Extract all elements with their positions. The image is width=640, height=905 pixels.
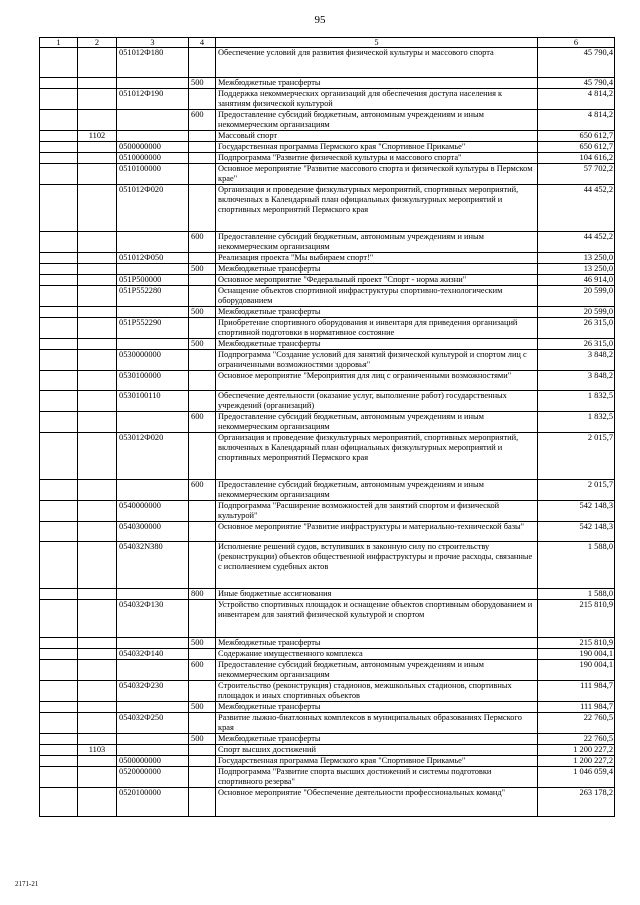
table-row [40, 649, 615, 660]
table-row [40, 275, 615, 286]
target-article-cell: 054032Ф140 [117, 649, 189, 660]
subsection-code-cell [78, 433, 117, 480]
section-code-cell [40, 600, 78, 638]
expense-type-cell [189, 185, 216, 232]
target-article-cell: 054032N380 [117, 542, 189, 589]
column-header: 5 [216, 38, 538, 48]
column-header-row [40, 38, 615, 48]
section-code-cell [40, 501, 78, 522]
subsection-code-cell [78, 89, 117, 110]
expense-type-cell: 500 [189, 702, 216, 713]
subsection-code-cell: 1102 [78, 131, 117, 142]
description-cell: Организация и проведение физкультурных мероприятий, спортивных мероприятий, включенных в Календарный план официальных физкультурных мероприятий и спортивных мероприятий Пермского края [216, 433, 538, 480]
description-cell: Организация и проведение физкультурных мероприятий, спортивных мероприятий, включенных в Календарный план официальных физкультурных мероприятий и спортивных мероприятий Пермского края [216, 185, 538, 232]
subsection-code-cell [78, 391, 117, 412]
subsection-code-cell [78, 649, 117, 660]
amount-cell: 1 588,0 [538, 542, 615, 589]
table-row [40, 756, 615, 767]
target-article-cell [117, 110, 189, 131]
target-article-cell [117, 131, 189, 142]
expense-type-cell [189, 371, 216, 391]
target-article-cell [117, 480, 189, 501]
section-code-cell [40, 371, 78, 391]
target-article-cell [117, 734, 189, 745]
amount-cell: 45 790,4 [538, 78, 615, 89]
description-cell: Устройство спортивных площадок и оснащение объектов спортивным оборудованием и инвентарем для занятий физической культурой и спортом [216, 600, 538, 638]
subsection-code-cell [78, 78, 117, 89]
amount-cell: 104 616,2 [538, 153, 615, 164]
subsection-code-cell [78, 681, 117, 702]
amount-cell: 20 599,0 [538, 307, 615, 318]
amount-cell: 45 790,4 [538, 48, 615, 78]
expense-type-cell: 600 [189, 110, 216, 131]
target-article-cell: 0510100000 [117, 164, 189, 185]
expense-type-cell: 500 [189, 339, 216, 350]
target-article-cell: 0520100000 [117, 788, 189, 817]
subsection-code-cell [78, 788, 117, 817]
amount-cell: 650 612,7 [538, 131, 615, 142]
section-code-cell [40, 350, 78, 371]
amount-cell: 2 015,7 [538, 480, 615, 501]
amount-cell: 46 914,0 [538, 275, 615, 286]
expense-type-cell: 600 [189, 660, 216, 681]
amount-cell: 44 452,2 [538, 232, 615, 253]
expense-type-cell [189, 142, 216, 153]
amount-cell: 4 814,2 [538, 110, 615, 131]
section-code-cell [40, 339, 78, 350]
section-code-cell [40, 745, 78, 756]
table-row [40, 371, 615, 391]
subsection-code-cell [78, 275, 117, 286]
table-row [40, 307, 615, 318]
description-cell: Обеспечение условий для развития физической культуры и массового спорта [216, 48, 538, 78]
table-row [40, 433, 615, 480]
expense-type-cell [189, 522, 216, 542]
subsection-code-cell [78, 164, 117, 185]
table-row [40, 501, 615, 522]
amount-cell: 650 612,7 [538, 142, 615, 153]
target-article-cell: 051P500000 [117, 275, 189, 286]
subsection-code-cell [78, 286, 117, 307]
table-row [40, 264, 615, 275]
table-row [40, 522, 615, 542]
amount-cell: 13 250,0 [538, 264, 615, 275]
subsection-code-cell: 1103 [78, 745, 117, 756]
description-cell: Государственная программа Пермского края "Спортивное Прикамье" [216, 756, 538, 767]
expense-type-cell [189, 153, 216, 164]
table-row [40, 600, 615, 638]
section-code-cell [40, 589, 78, 600]
description-cell: Государственная программа Пермского края "Спортивное Прикамье" [216, 142, 538, 153]
section-code-cell [40, 412, 78, 433]
expense-type-cell: 800 [189, 589, 216, 600]
expense-type-cell: 600 [189, 412, 216, 433]
section-code-cell [40, 433, 78, 480]
amount-cell: 190 004,1 [538, 660, 615, 681]
table-row [40, 89, 615, 110]
target-article-cell [117, 412, 189, 433]
description-cell: Предоставление субсидий бюджетным, автономным учреждениям и иным некоммерческим организациям [216, 232, 538, 253]
section-code-cell [40, 89, 78, 110]
expense-type-cell [189, 350, 216, 371]
section-code-cell [40, 681, 78, 702]
expense-type-cell: 500 [189, 264, 216, 275]
section-code-cell [40, 153, 78, 164]
amount-cell: 1 200 227,2 [538, 745, 615, 756]
target-article-cell: 051P552290 [117, 318, 189, 339]
table-row [40, 391, 615, 412]
table-row [40, 480, 615, 501]
expense-type-cell [189, 131, 216, 142]
subsection-code-cell [78, 339, 117, 350]
target-article-cell: 0530100110 [117, 391, 189, 412]
section-code-cell [40, 307, 78, 318]
subsection-code-cell [78, 253, 117, 264]
section-code-cell [40, 78, 78, 89]
subsection-code-cell [78, 702, 117, 713]
section-code-cell [40, 522, 78, 542]
description-cell: Иные бюджетные ассигнования [216, 589, 538, 600]
table-row [40, 153, 615, 164]
expense-type-cell [189, 164, 216, 185]
expense-type-cell [189, 745, 216, 756]
target-article-cell: 0520000000 [117, 767, 189, 788]
section-code-cell [40, 110, 78, 131]
section-code-cell [40, 232, 78, 253]
description-cell: Спорт высших достижений [216, 745, 538, 756]
subsection-code-cell [78, 522, 117, 542]
amount-cell: 26 315,0 [538, 339, 615, 350]
description-cell: Межбюджетные трансферты [216, 264, 538, 275]
table-row [40, 339, 615, 350]
subsection-code-cell [78, 153, 117, 164]
section-code-cell [40, 788, 78, 817]
section-code-cell [40, 660, 78, 681]
section-code-cell [40, 286, 78, 307]
subsection-code-cell [78, 142, 117, 153]
table-row [40, 318, 615, 339]
expense-type-cell [189, 600, 216, 638]
expense-type-cell [189, 756, 216, 767]
subsection-code-cell [78, 756, 117, 767]
amount-cell: 44 452,2 [538, 185, 615, 232]
amount-cell: 190 004,1 [538, 649, 615, 660]
amount-cell: 1 200 227,2 [538, 756, 615, 767]
amount-cell: 13 250,0 [538, 253, 615, 264]
subsection-code-cell [78, 185, 117, 232]
description-cell: Межбюджетные трансферты [216, 307, 538, 318]
subsection-code-cell [78, 767, 117, 788]
amount-cell: 111 984,7 [538, 681, 615, 702]
description-cell: Межбюджетные трансферты [216, 702, 538, 713]
description-cell: Исполнение решений судов, вступивших в законную силу по строительству (реконструкции) объектов общественной инфраструктуры и прочие расходы, связанные с исполнением судебных актов [216, 542, 538, 589]
description-cell: Основное мероприятие "Развитие массового спорта и физической культуры в Пермском крае" [216, 164, 538, 185]
section-code-cell [40, 638, 78, 649]
subsection-code-cell [78, 412, 117, 433]
description-cell: Оснащение объектов спортивной инфраструктуры спортивно-технологическим оборудованием [216, 286, 538, 307]
target-article-cell: 051012Ф020 [117, 185, 189, 232]
expense-type-cell [189, 433, 216, 480]
description-cell: Межбюджетные трансферты [216, 78, 538, 89]
amount-cell: 215 810,9 [538, 600, 615, 638]
expense-type-cell [189, 253, 216, 264]
table-row [40, 660, 615, 681]
expense-type-cell [189, 542, 216, 589]
target-article-cell: 0500000000 [117, 756, 189, 767]
target-article-cell: 0530100000 [117, 371, 189, 391]
section-code-cell [40, 756, 78, 767]
target-article-cell: 051012Ф050 [117, 253, 189, 264]
column-header: 2 [78, 38, 117, 48]
section-code-cell [40, 734, 78, 745]
column-header: 1 [40, 38, 78, 48]
target-article-cell [117, 745, 189, 756]
table-row [40, 110, 615, 131]
expense-type-cell: 500 [189, 307, 216, 318]
section-code-cell [40, 164, 78, 185]
section-code-cell [40, 702, 78, 713]
subsection-code-cell [78, 713, 117, 734]
amount-cell: 2 015,7 [538, 433, 615, 480]
target-article-cell: 0510000000 [117, 153, 189, 164]
subsection-code-cell [78, 307, 117, 318]
subsection-code-cell [78, 600, 117, 638]
table-row [40, 745, 615, 756]
section-code-cell [40, 713, 78, 734]
amount-cell: 26 315,0 [538, 318, 615, 339]
description-cell: Основное мероприятие "Развитие инфраструктуры и материально-технической базы" [216, 522, 538, 542]
amount-cell: 22 760,5 [538, 713, 615, 734]
table-row [40, 185, 615, 232]
subsection-code-cell [78, 264, 117, 275]
amount-cell: 4 814,2 [538, 89, 615, 110]
description-cell: Обеспечение деятельности (оказание услуг, выполнение работ) государственных учреждений (организаций) [216, 391, 538, 412]
target-article-cell: 0540000000 [117, 501, 189, 522]
table-row [40, 681, 615, 702]
expense-type-cell [189, 275, 216, 286]
amount-cell: 542 148,3 [538, 522, 615, 542]
table-row [40, 788, 615, 817]
column-header: 3 [117, 38, 189, 48]
description-cell: Основное мероприятие "Обеспечение деятельности профессиональных команд" [216, 788, 538, 817]
target-article-cell: 051012Ф180 [117, 48, 189, 78]
amount-cell: 1 832,5 [538, 391, 615, 412]
table-row [40, 412, 615, 433]
subsection-code-cell [78, 660, 117, 681]
subsection-code-cell [78, 232, 117, 253]
column-header: 4 [189, 38, 216, 48]
expense-type-cell: 600 [189, 232, 216, 253]
amount-cell: 57 702,2 [538, 164, 615, 185]
target-article-cell: 053012Ф020 [117, 433, 189, 480]
section-code-cell [40, 131, 78, 142]
description-cell: Межбюджетные трансферты [216, 734, 538, 745]
target-article-cell [117, 660, 189, 681]
table-row [40, 767, 615, 788]
description-cell: Предоставление субсидий бюджетным, автономным учреждениям и иным некоммерческим организациям [216, 480, 538, 501]
section-code-cell [40, 48, 78, 78]
expense-type-cell [189, 788, 216, 817]
subsection-code-cell [78, 480, 117, 501]
expense-type-cell [189, 48, 216, 78]
amount-cell: 542 148,3 [538, 501, 615, 522]
amount-cell: 22 760,5 [538, 734, 615, 745]
target-article-cell [117, 339, 189, 350]
target-article-cell [117, 78, 189, 89]
table-row [40, 286, 615, 307]
column-header: 6 [538, 38, 615, 48]
amount-cell: 1 832,5 [538, 412, 615, 433]
amount-cell: 1 588,0 [538, 589, 615, 600]
target-article-cell [117, 589, 189, 600]
expense-type-cell [189, 681, 216, 702]
subsection-code-cell [78, 734, 117, 745]
table-row [40, 542, 615, 589]
expense-type-cell: 500 [189, 638, 216, 649]
subsection-code-cell [78, 318, 117, 339]
description-cell: Подпрограмма "Развитие спорта высших достижений и системы подготовки спортивного резерва" [216, 767, 538, 788]
expense-type-cell [189, 89, 216, 110]
table-row [40, 713, 615, 734]
description-cell: Подпрограмма "Создание условий для занятий физической культурой и спортом лиц с ограниченными возможностями здоровья" [216, 350, 538, 371]
section-code-cell [40, 767, 78, 788]
table-row [40, 232, 615, 253]
target-article-cell [117, 638, 189, 649]
description-cell: Поддержка некоммерческих организаций для обеспечения доступа населения к занятиям физической культурой [216, 89, 538, 110]
amount-cell: 20 599,0 [538, 286, 615, 307]
description-cell: Подпрограмма "Развитие физической культуры и массового спорта" [216, 153, 538, 164]
section-code-cell [40, 480, 78, 501]
subsection-code-cell [78, 350, 117, 371]
expense-type-cell [189, 286, 216, 307]
description-cell: Подпрограмма "Расширение возможностей для занятий спортом и физической культурой" [216, 501, 538, 522]
table-row [40, 638, 615, 649]
section-code-cell [40, 275, 78, 286]
description-cell: Основное мероприятие "Мероприятия для лиц с ограниченными возможностями" [216, 371, 538, 391]
target-article-cell: 054032Ф130 [117, 600, 189, 638]
table-row [40, 142, 615, 153]
description-cell: Основное мероприятие "Федеральный проект "Спорт - норма жизни" [216, 275, 538, 286]
description-cell: Развитие лыжно-биатлонных комплексов в муниципальных образованиях Пермского края [216, 713, 538, 734]
subsection-code-cell [78, 501, 117, 522]
expense-type-cell: 600 [189, 480, 216, 501]
target-article-cell [117, 264, 189, 275]
table-row [40, 131, 615, 142]
target-article-cell: 0540300000 [117, 522, 189, 542]
expense-type-cell [189, 649, 216, 660]
footer-document-code: 2171-21 [15, 880, 39, 888]
amount-cell: 3 848,2 [538, 350, 615, 371]
description-cell: Предоставление субсидий бюджетным, автономным учреждениям и иным некоммерческим организациям [216, 110, 538, 131]
budget-table [39, 37, 615, 817]
table-row [40, 164, 615, 185]
target-article-cell: 0500000000 [117, 142, 189, 153]
subsection-code-cell [78, 589, 117, 600]
table-row [40, 253, 615, 264]
target-article-cell: 054032Ф250 [117, 713, 189, 734]
table-row [40, 48, 615, 78]
amount-cell: 1 046 059,4 [538, 767, 615, 788]
expense-type-cell [189, 501, 216, 522]
expense-type-cell: 500 [189, 78, 216, 89]
section-code-cell [40, 391, 78, 412]
target-article-cell: 051012Ф190 [117, 89, 189, 110]
target-article-cell: 051P552280 [117, 286, 189, 307]
section-code-cell [40, 318, 78, 339]
section-code-cell [40, 542, 78, 589]
section-code-cell [40, 185, 78, 232]
section-code-cell [40, 142, 78, 153]
target-article-cell [117, 702, 189, 713]
expense-type-cell: 500 [189, 734, 216, 745]
section-code-cell [40, 649, 78, 660]
table-row [40, 350, 615, 371]
description-cell: Содержание имущественного комплекса [216, 649, 538, 660]
target-article-cell: 0530000000 [117, 350, 189, 371]
table-row [40, 702, 615, 713]
expense-type-cell [189, 713, 216, 734]
page-number: 95 [314, 14, 326, 26]
subsection-code-cell [78, 110, 117, 131]
subsection-code-cell [78, 371, 117, 391]
amount-cell: 215 810,9 [538, 638, 615, 649]
description-cell: Межбюджетные трансферты [216, 638, 538, 649]
description-cell: Массовый спорт [216, 131, 538, 142]
subsection-code-cell [78, 638, 117, 649]
description-cell: Межбюджетные трансферты [216, 339, 538, 350]
description-cell: Реализация проекта "Мы выбираем спорт!" [216, 253, 538, 264]
description-cell: Предоставление субсидий бюджетным, автономным учреждениям и иным некоммерческим организациям [216, 412, 538, 433]
expense-type-cell [189, 318, 216, 339]
description-cell: Приобретение спортивного оборудования и инвентаря для приведения организаций спортивной подготовки в нормативное состояние [216, 318, 538, 339]
table-row [40, 78, 615, 89]
amount-cell: 263 178,2 [538, 788, 615, 817]
target-article-cell: 054032Ф230 [117, 681, 189, 702]
expense-type-cell [189, 391, 216, 412]
section-code-cell [40, 264, 78, 275]
amount-cell: 111 984,7 [538, 702, 615, 713]
description-cell: Предоставление субсидий бюджетным, автономным учреждениям и иным некоммерческим организациям [216, 660, 538, 681]
table-row [40, 734, 615, 745]
section-code-cell [40, 253, 78, 264]
subsection-code-cell [78, 542, 117, 589]
table-row [40, 589, 615, 600]
subsection-code-cell [78, 48, 117, 78]
amount-cell: 3 848,2 [538, 371, 615, 391]
description-cell: Строительство (реконструкция) стадионов, межшкольных стадионов, спортивных площадок и иных спортивных объектов [216, 681, 538, 702]
target-article-cell [117, 232, 189, 253]
expense-type-cell [189, 767, 216, 788]
target-article-cell [117, 307, 189, 318]
